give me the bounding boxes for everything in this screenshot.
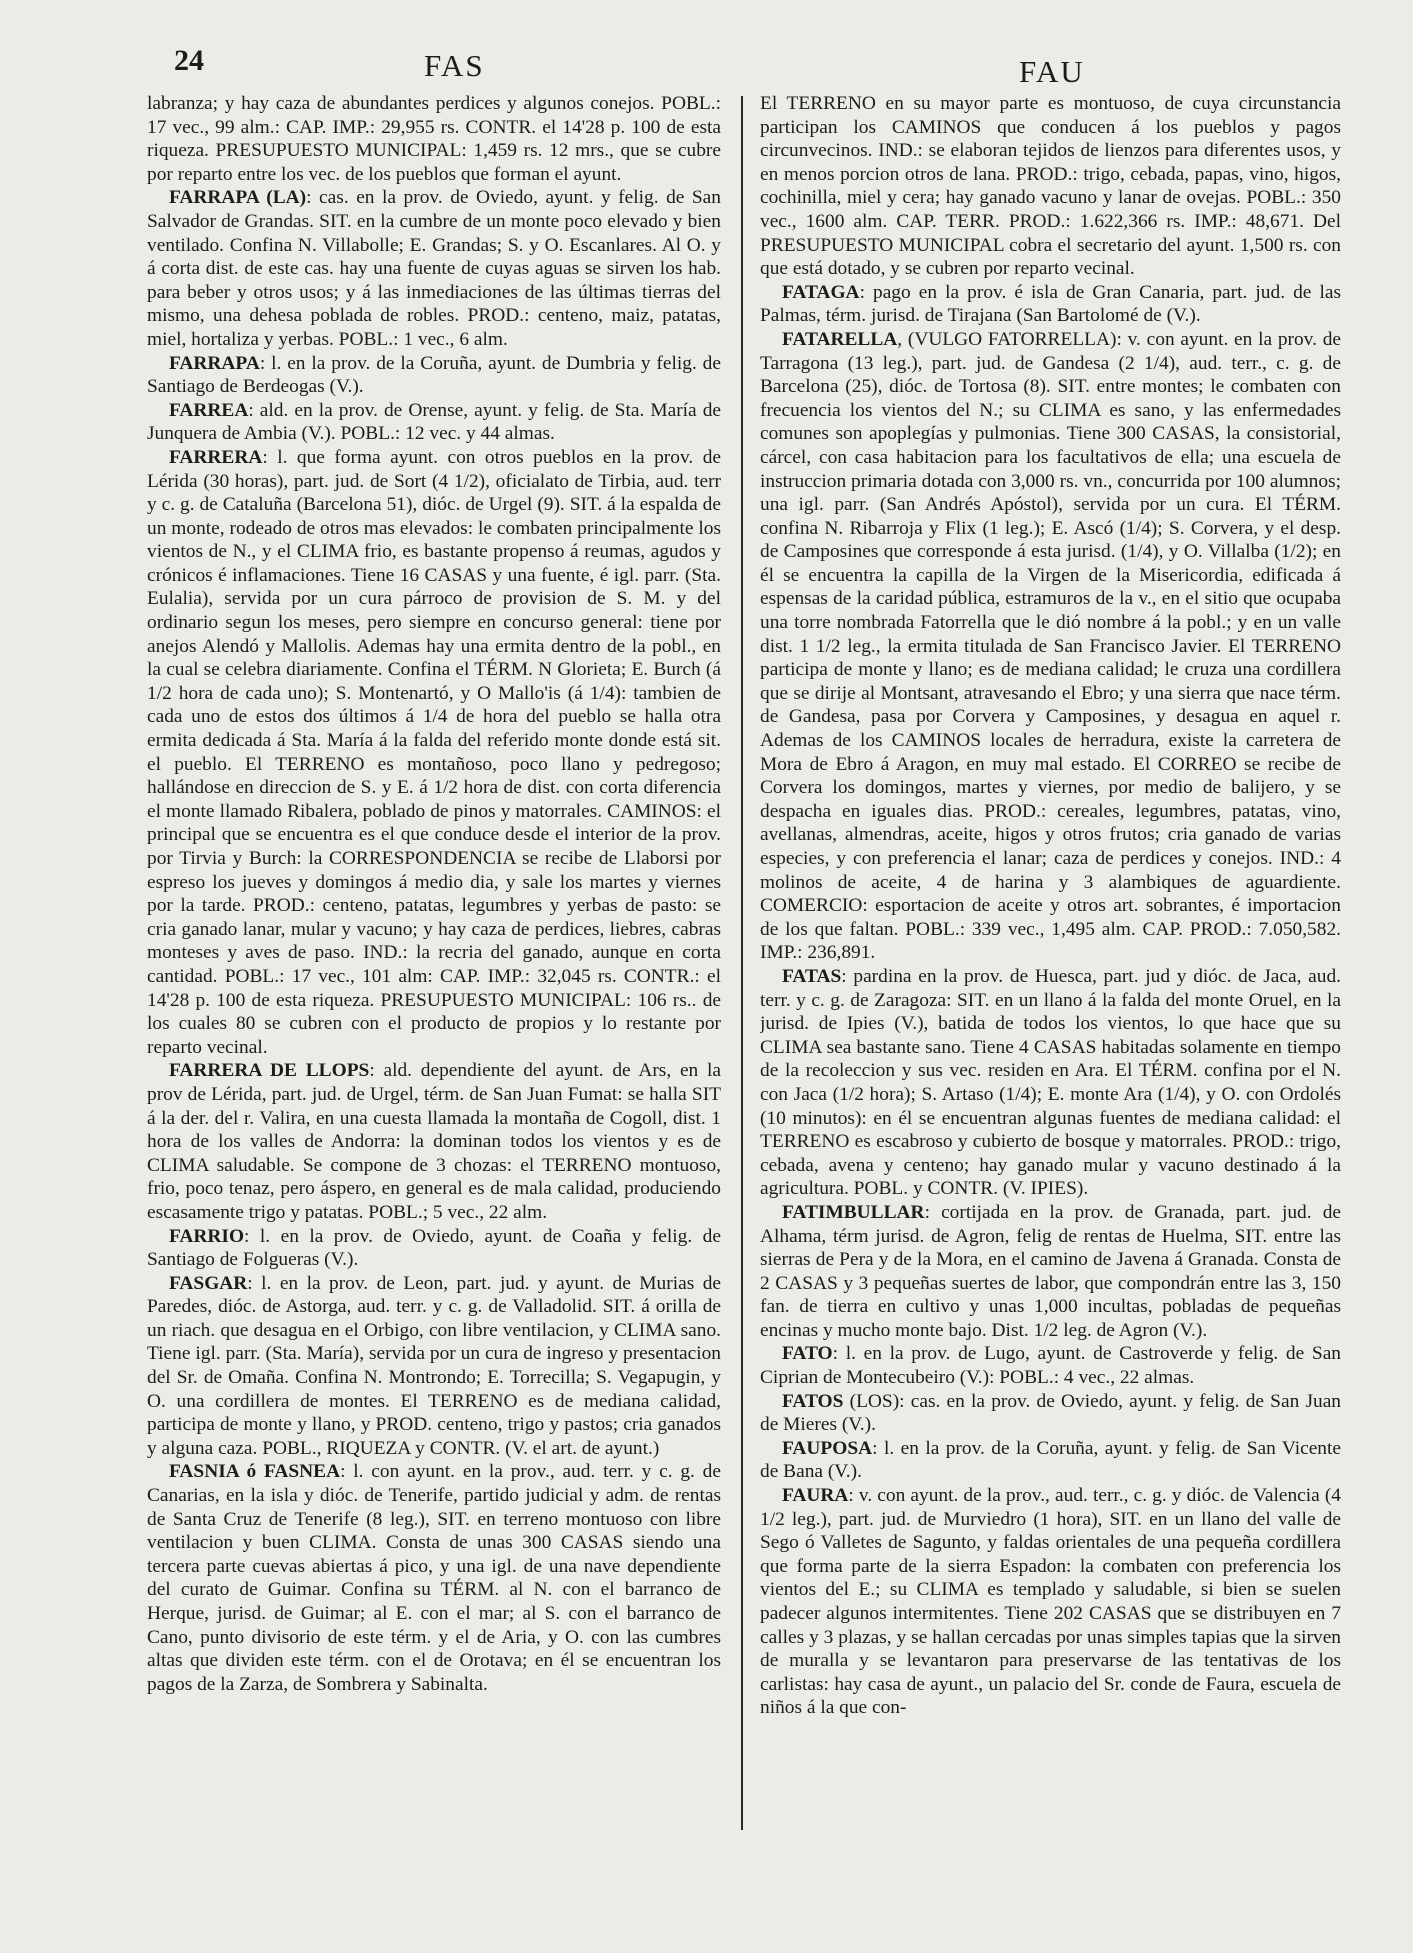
entry-text: : l. en la prov. de Oviedo, ayunt. de Coaña y felig. de Santiago de Folgueras (V.). <box>147 1225 721 1271</box>
entry-headword: FATAGA <box>782 281 860 303</box>
entry-headword: FARRIO <box>169 1225 245 1247</box>
dictionary-entry <box>760 281 1341 328</box>
entry-text: : cas. en la prov. de Oviedo, ayunt. y felig. de San Salvador de Grandas. SIT. en la cumbre de un monte poco elevado y bien ventilado. Confina N. Villabolle; E. Grandas; S. y O. Escanlares. Al O. y á corta dist. de este cas. hay una fuente de cuyas aguas se sirven los hab. para beber y otros usos; y á las inmediaciones de las últimas tierras del mismo, una dehesa poblada de robles. PROD.: centeno, maiz, patatas, miel, hortaliza y yerbas. POBL.: 1 vec., 6 alm. <box>147 187 721 350</box>
entry-text: : l. en la prov. de Lugo, ayunt. de Castroverde y felig. de San Ciprian de Montecubeiro (V.): POBL.: 4 vec., 22 almas. <box>760 1343 1341 1389</box>
entry-text: : cortijada en la prov. de Granada, part. jud. de Alhama, térm jurisd. de Agron, felig de rentas de Huelma, SIT. entre las sierras de Pera y de la Mora, en el camino de Javena á Granada. Consta de 2 CASAS y 3 pequeñas suertes de labor, que compondrán entre las 3, 150 fan. de tierra en cultivo y unas 1,000 incultas, pobladas de pequeñas encinas y mucho monte bajo. Dist. 1/2 leg. de Agron (V.). <box>760 1201 1341 1341</box>
dictionary-entry <box>147 399 721 446</box>
entry-headword: FASNIA ó FASNEA <box>169 1461 341 1483</box>
entry-text: , (VULGO FATORRELLA): v. con ayunt. en la prov. de Tarragona (13 leg.), part. jud. de Gandesa (2 1/4), aud. terr., c. g. de Barcelona (25), dióc. de Tortosa (8). SIT. entre montes; le combaten con frecuencia los vientos del N.; su CLIMA es sano, y las enfermedades comunes son apoplegías y pulmonias. Tiene 300 CASAS, la consistorial, cárcel, con casa habitacion para los facultativos de ella; una escuela de instruccion primaria dotada con 3,000 rs. vn., concurrida por 100 alumnos; una igl. parr. (San Andrés Apóstol), servida por un cura. El TÉRM. confina N. Ribarroja y Flix (1 leg.); E. Ascó (1/4); S. Corvera, y el desp. de Camposines que corresponde á esta jurisd. (1/4), y O. Villalba (1/2); en él se encuentra la capilla de la Virgen de la Misericordia, edificada á espensas de la caridad pública, estramuros de la v., en el sitio que ocupaba una torre nombrada Fatorrella que le dió nombre á la pobl.; y en un valle dist. 1 1/2 leg., la ermita titulada de San Francisco Javier. El TERRENO participa de monte y llano; es de mediana calidad; le cruza una cordillera que se dirije al Montsant, atravesando el Ebro; y una sierra que nace térm. de Gandesa, pasa por Corvera y Camposines, y desagua en aquel r. Ademas de los CAMINOS locales de herradura, existe la carretera de Mora de Ebro á Aragon, en muy mal estado. El CORREO se recibe de Corvera los domingos, martes y viernes, por medio de balijero, y se despacha en iguales dias. PROD.: cereales, legumbres, patatas, vino, avellanas, almendras, aceite, higos y otros frutos; cria ganado de varias especies, y con preferencia el lanar; caza de perdices y conejos. IND.: 4 molinos de aceite, 4 de harina y 3 alambiques de aguardiente. COMERCIO: esportacion de aceite y otros art. sobrantes, é importacion de los que faltan. POBL.: 339 vec., 1,495 alm. CAP. PROD.: 7.050,582. IMP.: 236,891. <box>760 328 1341 964</box>
entry-text: : l. en la prov. de Leon, part. jud. y ayunt. de Murias de Paredes, dióc. de Astorga, aud. terr. y c. g. de Valladolid. SIT. á orilla de un riach. que desagua en el Orbigo, con libre ventilacion, y CLIMA sano. Tiene igl. parr. (Sta. María), servida por un cura de ingreso y presentacion del Sr. de Omaña. Confina N. Montrondo; E. Torrecilla; S. Vegapugin, y O. una cordillera de montes. El TERRENO es de mediana calidad, participa de monte y llano, y PROD. centeno, trigo y pastos; cria ganados y alguna caza. POBL., RIQUEZA y CONTR. (V. el art. de ayunt.) <box>147 1272 721 1459</box>
right-column <box>760 92 1341 1940</box>
dictionary-entry <box>760 1437 1341 1484</box>
entry-text: : ald. en la prov. de Orense, ayunt. y felig. de Sta. María de Junquera de Ambia (V.). POBL.: 12 vec. y 44 almas. <box>147 399 721 445</box>
entry-text: : l. en la prov. de la Coruña, ayunt. de Dumbria y felig. de Santiago de Berdeogas (V.). <box>147 352 721 398</box>
entry-headword: FASGAR <box>169 1272 248 1294</box>
entry-headword: FATAS <box>782 965 842 987</box>
dictionary-entry <box>760 1201 1341 1343</box>
column-divider <box>741 96 743 1830</box>
entry-text: : l. que forma ayunt. con otros pueblos en la prov. de Lérida (30 horas), part. jud. de Sort (4 1/2), oficialato de Tirbia, aud. terr y c. g. de Cataluña (Barcelona 51), dióc. de Urgel (9). SIT. á la espalda de un monte, rodeado de otros mas elevados: le combaten principalmente los vientos de N., y el CLIMA frio, es bastante propenso á reumas, agudos y crónicos é inflamaciones. Tiene 16 CASAS y una fuente, é igl. parr. (Sta. Eulalia), servida por un cura párroco de provision de S. M. y del ordinario segun los meses, pero siempre en concurso general: tiene por anejos Alendó y Mallolis. Ademas hay una ermita dentro de la pobl., en la cual se celebra diariamente. Confina el TÉRM. N Glorieta; E. Burch (á 1/2 hora de cada uno); S. Montenartó, y O Mallo'is (á 1/4): tambien de cada uno de estos dos últimos á 1/4 de hora del pueblo se halla otra ermita dedicada á Sta. María á la falda del referido monte donde está sit. el pueblo. El TERRENO es montañoso, poco llano y pedregoso; hallándose en direccion de S. y E. á 1/2 hora de dist. con corta diferencia el monte llamado Ribalera, poblado de pinos y matorrales. CAMINOS: el principal que se encuentra es el que conduce desde el interior de la prov. por Tirvia y Burch: la CORRESPONDENCIA se recibe de Llaborsi por espreso los jueves y domingos á medio dia, y sale los martes y viernes por la tarde. PROD.: centeno, patatas, legumbres y yerbas de pasto: se cria ganado lanar, mular y vacuno; y hay caza de perdices, liebres, cabras monteses y aves de paso. IND.: la recria del ganado, aunque en corta cantidad. POBL.: 17 vec., 101 alm: CAP. IMP.: 32,045 rs. CONTR.: el 14'28 p. 100 de esta riqueza. PRESUPUESTO MUNICIPAL: 106 rs.. de los cuales 80 se cubren con el producto de propios y lo restante por reparto vecinal. <box>147 446 721 1058</box>
entry-text: (LOS): cas. en la prov. de Oviedo, ayunt. y felig. de San Juan de Mieres (V.). <box>760 1390 1341 1436</box>
dictionary-entry <box>147 1460 721 1696</box>
entry-text: : pardina en la prov. de Huesca, part. jud y dióc. de Jaca, aud. terr. y c. g. de Zaragoza: SIT. en un llano á la falda del monte Oruel, en la jurisd. de Ipies (V.), batida de todos los vientos, lo que hace que su CLIMA sea bastante sano. Tiene 4 CASAS habitadas solamente en tiempo de la recoleccion y sus vec. residen en Ara. El TÉRM. confina por el N. con Jaca (1/2 hora); S. Artaso (1/4); E. monte Ara (1/4), y O. con Ordolés (10 minutos): en él se encuentran algunas fuentes de mediana calidad: el TERRENO es escabroso y cubierto de bosque y matorrales. PROD.: trigo, cebada, avena y centeno; hay ganado mular y vacuno destinado á la agricultura. POBL. y CONTR. (V. IPIES). <box>760 965 1341 1200</box>
dictionary-entry <box>147 1272 721 1461</box>
dictionary-entry <box>147 1059 721 1224</box>
entry-text: : pago en la prov. é isla de Gran Canaria, part. jud. de las Palmas, térm. jurisd. de Tirajana (San Bartolomé de (V.). <box>760 281 1341 327</box>
entry-headword: FARRAPA <box>169 352 260 374</box>
entry-headword: FARREA <box>169 399 249 421</box>
entry-text: : l. con ayunt. en la prov., aud. terr. y c. g. de Canarias, en la isla y dióc. de Tenerife, partido judicial y adm. de rentas de Santa Cruz de Tenerife (8 leg.), SIT. en terreno montuoso con libre ventilacion y buen CLIMA. Consta de unas 300 CASAS siendo una tercera parte cuevas abiertas á pico, y una igl. de una nave dependiente del curato de Guimar. Confina su TÉRM. al N. con el barranco de Herque, jurisd. de Guimar; al E. con el mar; al S. con el barranco de Cano, punto divisorio de este térm. y el de Aria, y O. con las cumbres altas que dividen este térm. con el de Orotava; en él se encuentran los pagos de la Zarza, de Sombrera y Sabinalta. <box>147 1461 721 1695</box>
page-number: 24 <box>174 44 204 77</box>
dictionary-entry <box>147 92 721 186</box>
running-header-right: FAU <box>1019 54 1085 89</box>
dictionary-entry <box>760 328 1341 965</box>
entry-text: : v. con ayunt. de la prov., aud. terr., c. g. y dióc. de Valencia (4 1/2 leg.), part. jud. de Murviedro (1 hora), SIT. en un llano del valle de Sego ó Valletes de Sagunto, y faldas orientales de una pequeña cordillera que forma parte de la sierra Espadon: la combaten con preferencia los vientos del E.; su CLIMA es templado y saludable, si bien se suelen padecer algunos intermitentes. Tiene 202 CASAS que se distribuyen en 7 calles y 3 plazas, y se hallan cercadas por unas simples tapias que la sirven de muralla y se levantaron para preservarse de las tentativas de los carlistas: hay casa de ayunt., un palacio del Sr. conde de Faura, escuela de niños á la que con- <box>760 1485 1341 1719</box>
dictionary-entry <box>760 1390 1341 1437</box>
entry-headword: FAURA <box>782 1485 849 1507</box>
dictionary-entry <box>760 1342 1341 1389</box>
entry-text: : ald. dependiente del ayunt. de Ars, en la prov de Lérida, part. jud. de Urgel, térm. de San Juan Fumat: se halla SIT á la der. del r. Valira, en una cuesta llamada la montaña de Cogoll, dist. 1 hora de los valles de Andorra: la dominan todos los vientos y es de CLIMA saludable. Se compone de 3 chozas: el TERRENO montuoso, frio, poco tenaz, pero áspero, en general es de mala calidad, produciendo escasamente trigo y patatas. POBL.; 5 vec., 22 alm. <box>147 1060 721 1223</box>
running-header-left: FAS <box>424 48 485 83</box>
entry-headword: FATARELLA <box>782 328 898 350</box>
dictionary-entry <box>147 1225 721 1272</box>
entry-text: El TERRENO en su mayor parte es montuoso, de cuya circunstancia participan los CAMINOS que conducen á los pueblos y pagos circunvecinos. IND.: se elaboran tejidos de lienzos para diferentes usos, y en menos porcion otros de lana. PROD.: trigo, cebada, papas, vino, higos, cochinilla, miel y cera; hay ganado vacuno y lanar de ovejas. POBL.: 350 vec., 1600 alm. CAP. TERR. PROD.: 1.622,366 rs. IMP.: 48,671. Del PRESUPUESTO MUNICIPAL cobra el secretario del ayunt. 1,500 rs. con que está dotado, y se cubren por reparto vecinal. <box>760 93 1341 280</box>
dictionary-entry <box>147 446 721 1059</box>
entry-text: labranza; y hay caza de abundantes perdices y algunos conejos. POBL.: 17 vec., 99 alm.: CAP. IMP.: 29,955 rs. CONTR. el 14'28 p. 100 de esta riqueza. PRESUPUESTO MUNICIPAL: 1,459 rs. 12 mrs., que se cubre por reparto entre los vec. de los pueblos que forman el ayunt. <box>147 93 721 185</box>
dictionary-entry <box>760 1484 1341 1720</box>
entry-headword: FATIMBULLAR <box>782 1201 925 1223</box>
entry-headword: FATOS <box>782 1390 844 1412</box>
dictionary-entry <box>760 965 1341 1201</box>
dictionary-entry <box>147 186 721 351</box>
dictionary-entry <box>147 352 721 399</box>
dictionary-entry <box>760 92 1341 281</box>
entry-headword: FAUPOSA <box>782 1437 873 1459</box>
left-column <box>147 92 721 1940</box>
entry-text: : l. en la prov. de la Coruña, ayunt. y felig. de San Vicente de Bana (V.). <box>760 1437 1341 1483</box>
entry-headword: FARRERA <box>169 446 263 468</box>
entry-headword: FARRAPA (LA) <box>169 187 307 209</box>
entry-headword: FARRERA DE LLOPS <box>169 1060 370 1082</box>
entry-headword: FATO <box>782 1343 833 1365</box>
